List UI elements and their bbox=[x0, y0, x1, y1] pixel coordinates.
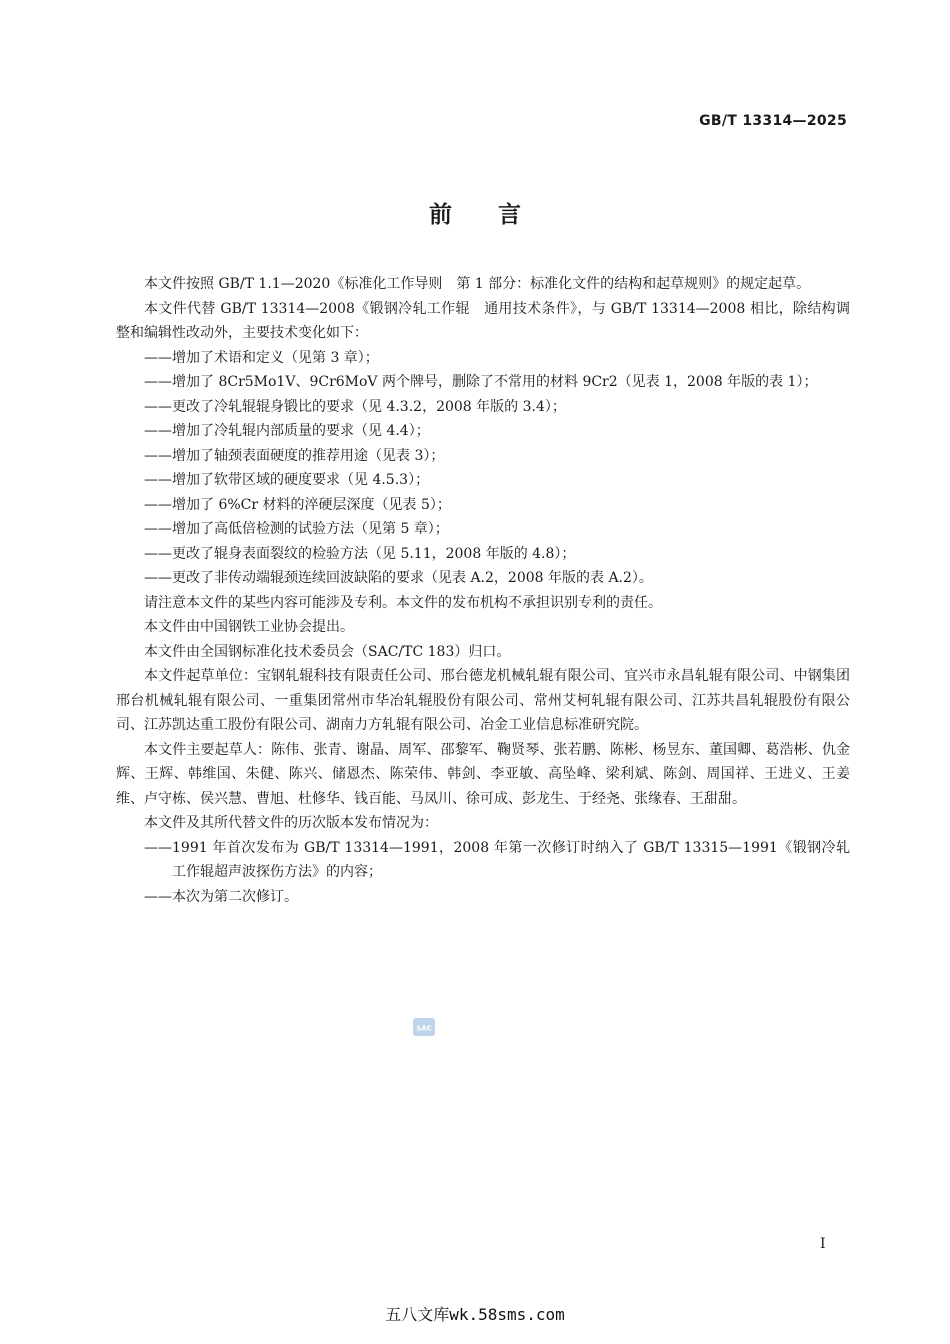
list-item: ——增加了 8Cr5Mo1V、9Cr6MoV 两个牌号，删除了不常用的材料 9Cr2（见表 1，2008 年版的表 1）； bbox=[144, 374, 818, 390]
paragraph: 本文件代替 GB/T 13314—2008《锻钢冷轧工作辊 通用技术条件》，与 GB/T 13314—2008 相比，除结构调整和编辑性改动外，主要技术变化如下： bbox=[116, 300, 850, 341]
list-item: ——更改了冷轧辊辊身锻比的要求（见 4.3.2，2008 年版的 3.4）； bbox=[144, 398, 566, 415]
list-item: ——增加了 6%Cr 材料的淬硬层深度（见表 5）； bbox=[144, 496, 451, 513]
list-item: ——本次为第二次修订。 bbox=[144, 888, 298, 905]
footer-watermark[interactable]: 五八文库wk.58sms.com bbox=[385, 1305, 565, 1324]
paragraph: 本文件由中国钢铁工业协会提出。 bbox=[144, 619, 354, 635]
list-item: ——更改了非传动端辊颈连续回波缺陷的要求（见表 A.2，2008 年版的表 A.2）。 bbox=[144, 570, 653, 586]
list-item: ——增加了高低倍检测的试验方法（见第 5 章）； bbox=[144, 521, 449, 537]
list-item: ——更改了辊身表面裂纹的检验方法（见 5.11，2008 年版的 4.8）； bbox=[144, 545, 576, 562]
sac-logo-icon bbox=[412, 1015, 436, 1039]
paragraph: 本文件主要起草人：陈伟、张青、谢晶、周军、邵黎军、鞠贤琴、张若鹏、陈彬、杨昱东、董国卿、葛浩彬、仇金辉、王辉、韩维国、朱健、陈兴、储恩杰、陈荣伟、韩剑、李亚敏、高坠峰、梁利斌、陈剑、周国祥、王进义、王姜维、卢守栋、侯兴慧、曹旭、杜修华、钱百能、马凤川、徐可成、彭龙生、于经尧、张缘春、王甜甜。 bbox=[116, 741, 850, 807]
paragraph: 本文件按照 GB/T 1.1—2020《标准化工作导则 第 1 部分：标准化文件的结构和起草规则》的规定起草。 bbox=[144, 276, 811, 292]
page-number: I bbox=[820, 1236, 826, 1252]
paragraph: 本文件及其所代替文件的历次版本发布情况为： bbox=[144, 815, 438, 831]
paragraph: 本文件起草单位：宝钢轧辊科技有限责任公司、邢台德龙机械轧辊有限公司、宜兴市永昌轧辊有限公司、中钢集团邢台机械轧辊有限公司、一重集团常州市华冶轧辊股份有限公司、常州艾柯轧辊有限公司、江苏共昌轧辊股份有限公司、江苏凯达重工股份有限公司、湖南力方轧辊有限公司、冶金工业信息标准研究院。 bbox=[116, 668, 850, 733]
logo-text: SAC bbox=[416, 1024, 432, 1033]
paragraph: 请注意本文件的某些内容可能涉及专利。本文件的发布机构不承担识别专利的责任。 bbox=[144, 594, 662, 611]
list-item: ——增加了轴颈表面硬度的推荐用途（见表 3）； bbox=[144, 447, 445, 464]
list-item: ——增加了软带区域的硬度要求（见 4.5.3）； bbox=[144, 472, 430, 488]
document-number: GB/T 13314—2025 bbox=[699, 113, 847, 129]
list-item: ——增加了冷轧辊内部质量的要求（见 4.4）； bbox=[144, 423, 430, 439]
page-title: 前言 bbox=[429, 202, 567, 228]
paragraph: 本文件由全国钢标准化技术委员会（SAC/TC 183）归口。 bbox=[144, 643, 511, 660]
list-item: ——1991 年首次发布为 GB/T 13314—1991，2008 年第一次修订时纳入了 GB/T 13315—1991《锻钢冷轧工作辊超声波探伤方法》的内容； bbox=[144, 839, 850, 880]
foreword-body bbox=[116, 272, 850, 909]
list-item: ——增加了术语和定义（见第 3 章）； bbox=[144, 349, 379, 366]
